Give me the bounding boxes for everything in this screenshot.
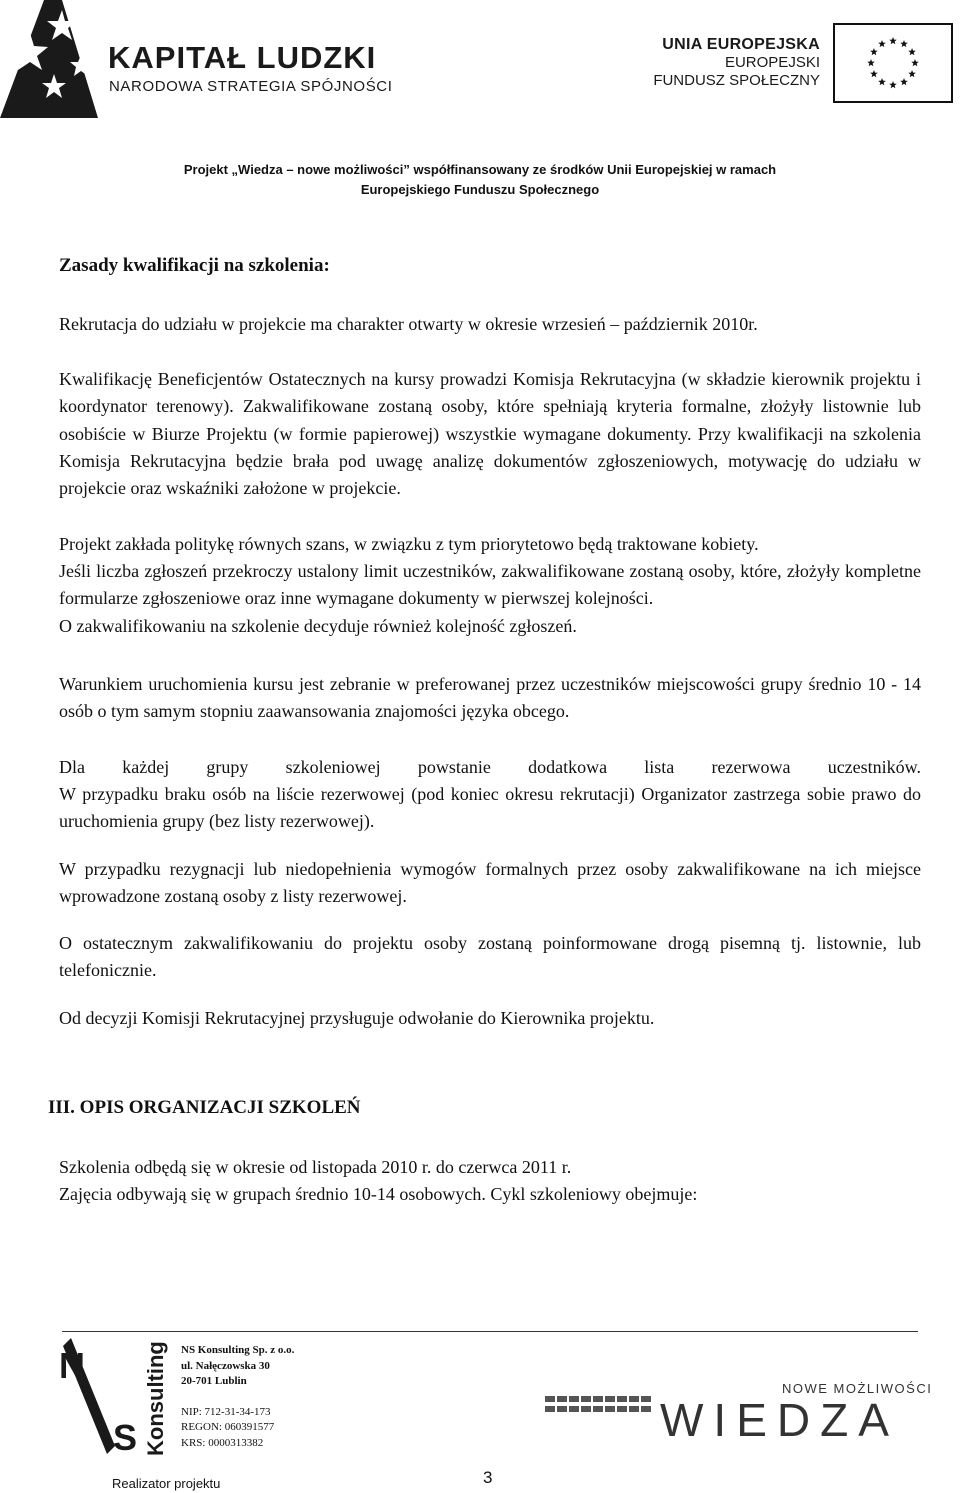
company-info [181,1343,294,1451]
paragraph-notification: O ostatecznym zakwalifikowaniu do projektu osoby zostaną poinformowane drogą pisemną tj. listownie, lub telefonicznie. [59,933,921,981]
wiedza-tagline: NOWE MOŻLIWOŚCI [782,1381,933,1396]
heading-training-organization: III. OPIS ORGANIZACJI SZKOLEŃ [48,1097,361,1118]
company-city: 20-701 Lublin [181,1375,247,1387]
ns-konsulting-logo [55,1338,170,1458]
project-implementer-label: Realizator projektu [112,1476,221,1491]
eu-logo-text [650,36,820,90]
eu-flag-icon [833,23,953,103]
project-cofinancing-note [0,160,960,200]
company-krs: KRS: 0000313382 [181,1436,264,1449]
page-number: 3 [483,1468,493,1487]
paragraph-qualification: Kwalifikację Beneficjentów Ostatecznych na kursy prowadzi Komisja Rekrutacyjna (w składzie kierownik projektu i koordynator terenowy). Zakwalifikowane zostaną osoby, które spełniają kryteria formalne, złożyły listownie lub osobiście w Biurze Projektu (w formie papierowej) wszystkie wymagane dokumenty. Przy kwalifikacji na szkolenia Komisja Rekrutacyjna będzie brała pod uwagę analizę dokumentów zgłoszeniowych, motywację do udziału w projekcie oraz wskaźniki założone w projekcie. [59,369,921,499]
company-regon: REGON: 060391577 [181,1421,275,1433]
paragraph-resignation: W przypadku rezygnacji lub niedopełnienia wymogów formalnych przez osoby zakwalifikowane na ich miejsce wprowadzone zostaną osoby z listy rezerwowej. [59,859,921,907]
eu-logo-line1: UNIA EUROPEJSKA [662,36,820,53]
heading-qualification-rules: Zasady kwalifikacji na szkolenia: [59,255,330,276]
wiedza-wordmark: WIEDZA [660,1394,899,1446]
project-note-line2: Europejskiego Funduszu Społecznego [360,182,600,197]
paragraph-recruitment: Rekrutacja do udziału w projekcie ma charakter otwarty w okresie wrzesień – październik 2010r. [59,314,758,334]
paragraph-training-groups: Zajęcia odbywają się w grupach średnio 10-14 osobowych. Cykl szkoleniowy obejmuje: [59,1184,698,1204]
company-nip: NIP: 712-31-34-173 [181,1405,271,1418]
paragraph-reserve-list: Dla każdej grupy szkoleniowej powstanie dodatkowa lista rezerwowa uczestników. [59,757,921,777]
project-note-line1: Projekt „Wiedza – nowe możliwości” współfinansowany ze środków Unii Europejskiej w ramach [183,162,777,177]
ns-logo-letter-n: N [59,1345,85,1386]
footer-divider [62,1331,918,1332]
eu-logo-line3: FUNDUSZ SPOŁECZNY [653,72,820,89]
paragraph-order: O zakwalifikowaniu na szkolenie decyduje również kolejność zgłoszeń. [59,616,577,636]
eu-logo-line2: EUROPEJSKI [724,54,820,71]
paragraph-limit: Jeśli liczba zgłoszeń przekroczy ustalony limit uczestników, zakwalifikowane zostaną osoby, które, złożyły kompletne formularze zgłoszeniowe oraz inne wymagane dokumenty w pierwszej kolejności. [59,561,921,609]
paragraph-appeal: Od decyzji Komisji Rekrutacyjnej przysługuje odwołanie do Kierownika projektu. [59,1008,655,1028]
paragraph-equal-opportunity: Projekt zakłada politykę równych szans, w związku z tym priorytetowo będą traktowane kobiety. [59,534,759,554]
ns-logo-letter-s: S [113,1417,138,1458]
paragraph-training-period: Szkolenia odbędą się w okresie od listopada 2010 r. do czerwca 2011 r. [59,1157,572,1177]
paragraph-reserve-organizer: W przypadku braku osób na liście rezerwowej (pod koniec okresu rekrutacji) Organizator zastrzega sobie prawo do uruchomienia grupy (bez listy rezerwowej). [59,784,921,832]
company-name: NS Konsulting Sp. z o.o. [181,1344,295,1356]
kapital-ludzki-title: KAPITAŁ LUDZKI [108,40,377,75]
company-street: ul. Nałęczowska 30 [181,1359,270,1372]
kapital-ludzki-subtitle: NARODOWA STRATEGIA SPÓJNOŚCI [109,78,393,95]
paragraph-course-start: Warunkiem uruchomienia kursu jest zebranie w preferowanej przez uczestników miejscowości grupy średnio 10 - 14 osób o tym samym stopniu zaawansowania znajomości języka obcego. [59,674,921,722]
ns-logo-word: Konsulting [143,1341,168,1456]
